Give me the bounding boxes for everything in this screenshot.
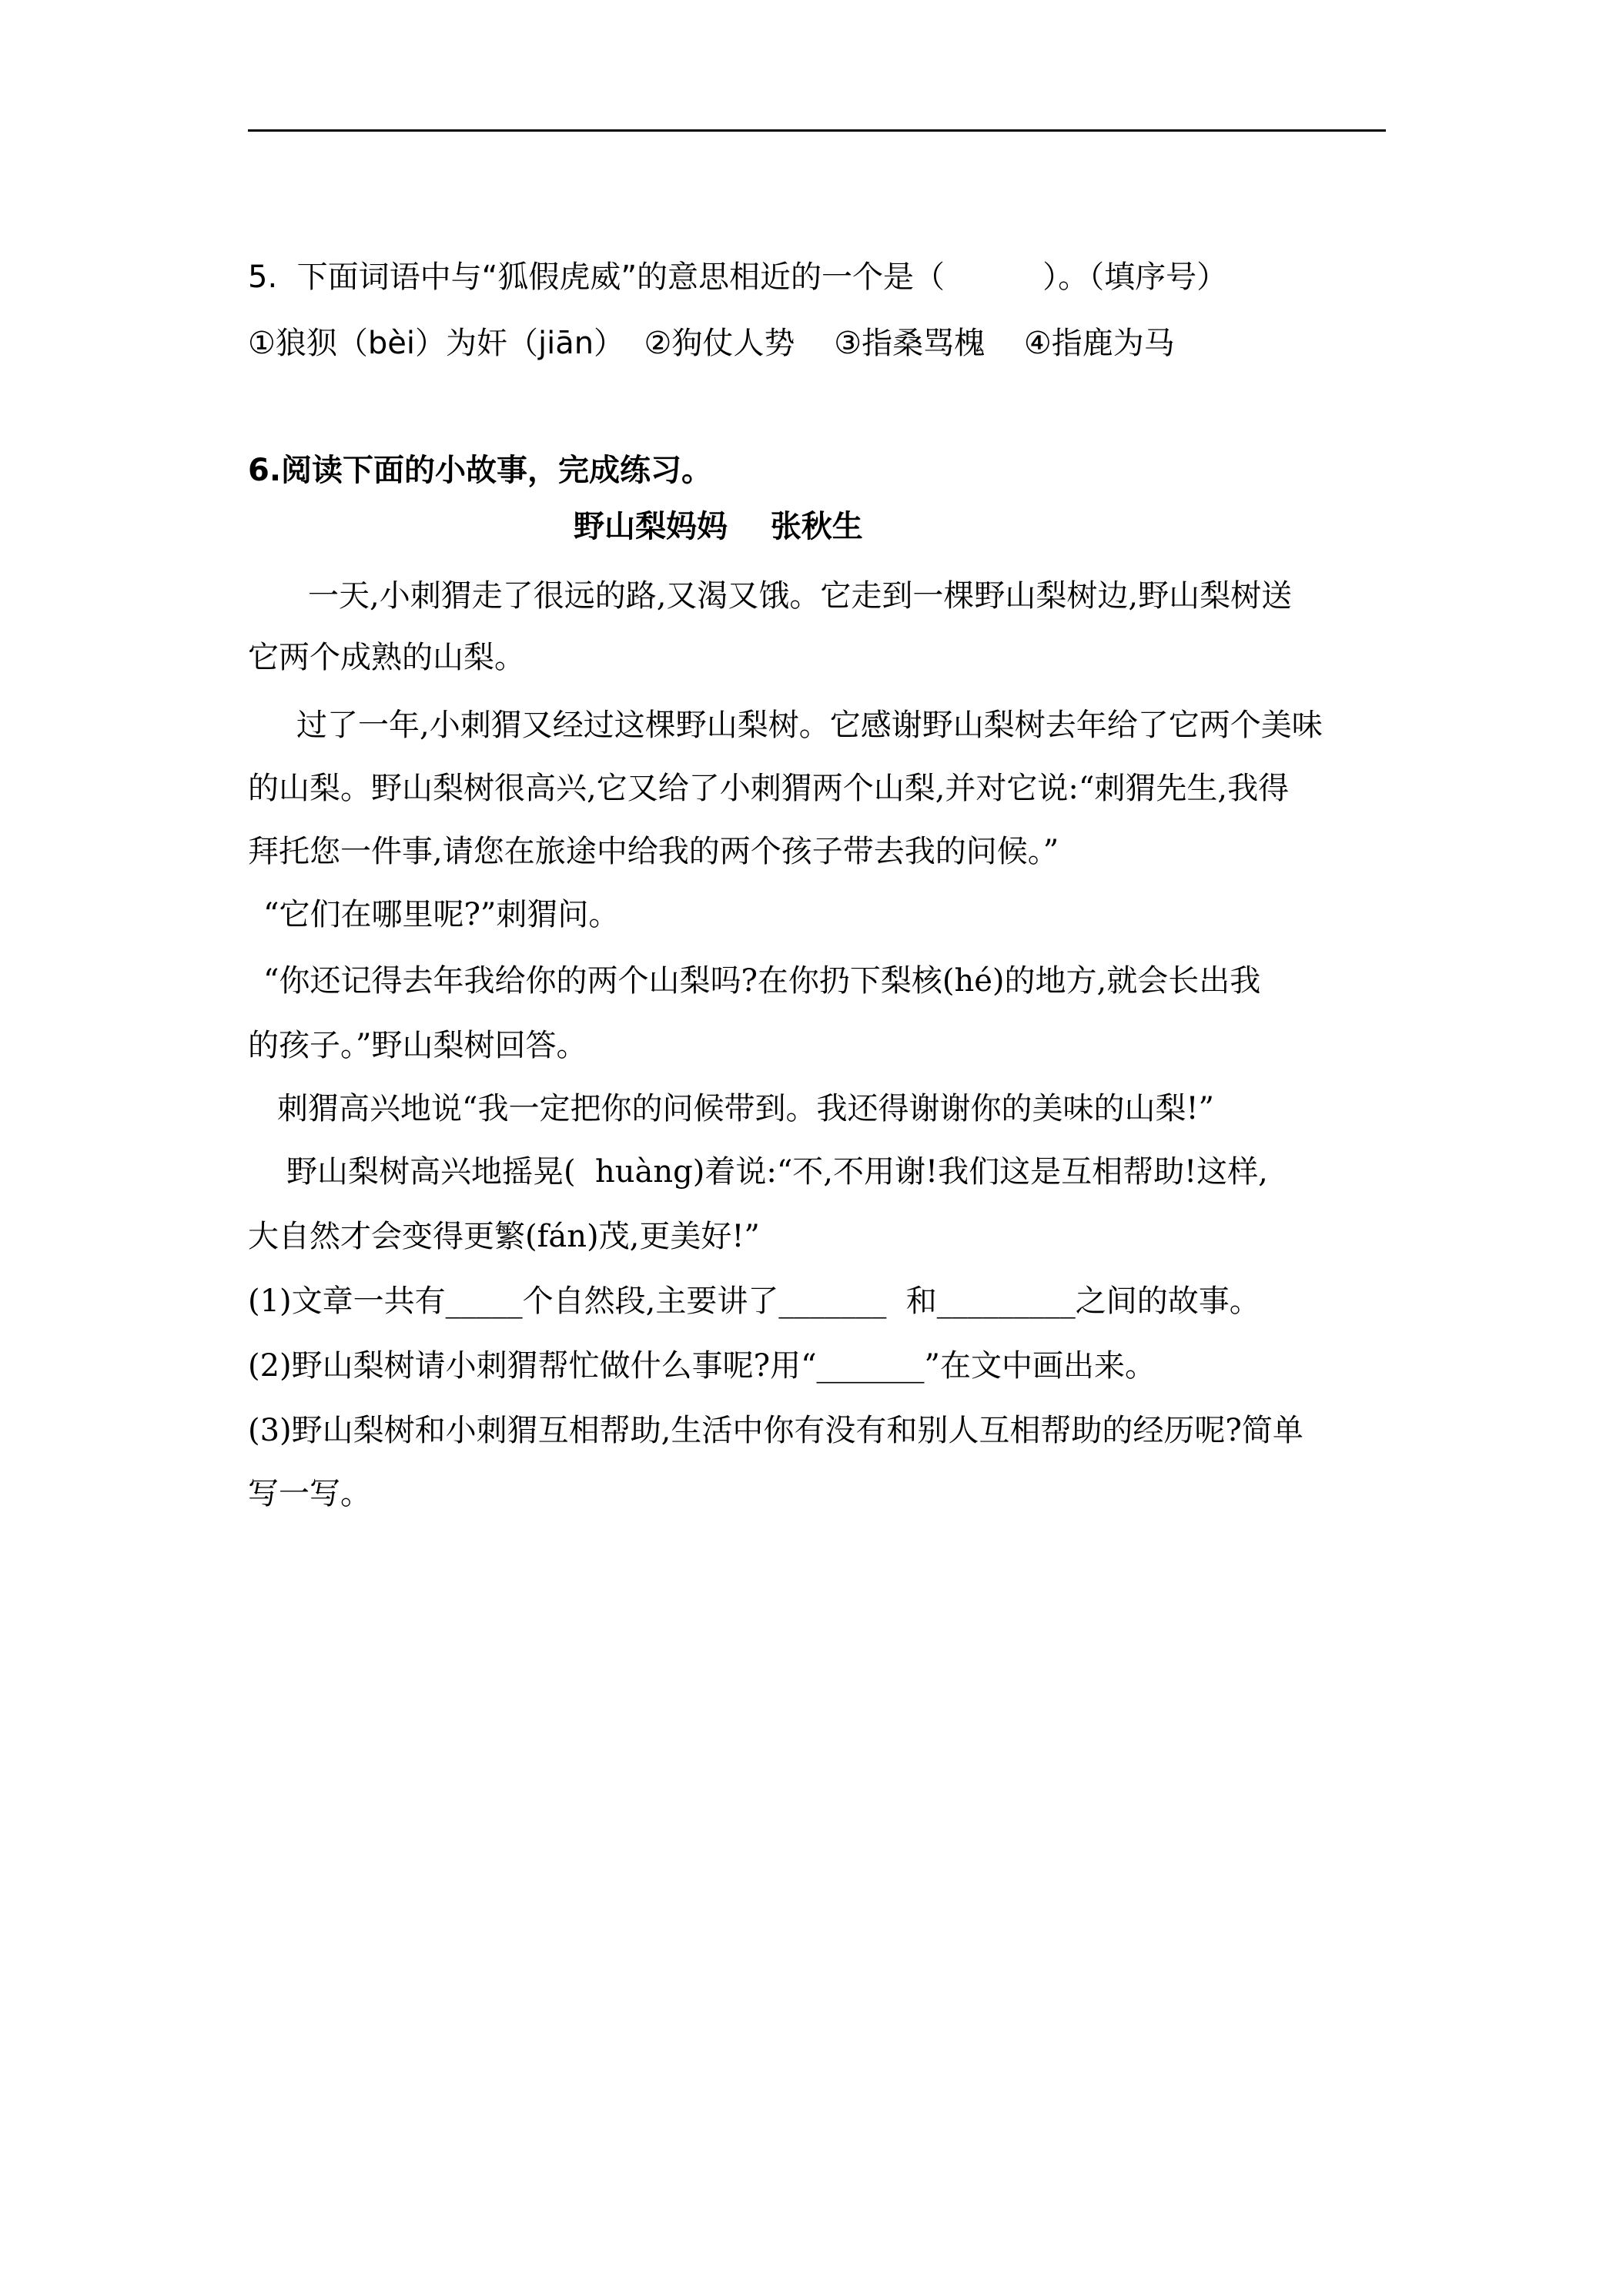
question-6-1: (1)文章一共有_____个自然段,主要讲了_______ 和_________之间的故事。 <box>248 1284 1260 1319</box>
story-paragraph-line: 刺猬高兴地说“我一定把你的问候带到。我还得谢谢你的美味的山梨!” <box>277 1091 1214 1126</box>
story-paragraph-line: 一天,小刺猬走了很远的路,又渴又饿。它走到一棵野山梨树边,野山梨树送 <box>308 578 1293 614</box>
story-paragraph-line: 野山梨树高兴地摇晃( huàng)着说:“不,不用谢!我们这是互相帮助!这样, <box>286 1154 1268 1190</box>
question-6-3: (3)野山梨树和小刺猬互相帮助,生活中你有没有和别人互相帮助的经历呢?简单 <box>248 1413 1303 1448</box>
question-6-heading: 6.阅读下面的小故事，完成练习。 <box>248 453 713 488</box>
question-5-options: ①狼狈（bèi）为奸（jiān） ②狗仗人势 ③指桑骂槐 ④指鹿为马 <box>248 326 1175 361</box>
question-6-3-continued: 写一写。 <box>248 1476 371 1511</box>
story-paragraph-line: 它两个成熟的山梨。 <box>248 640 525 675</box>
header-rule <box>248 129 1386 132</box>
story-paragraph-line: 拜托您一件事,请您在旅途中给我的两个孩子带去我的问候。” <box>248 834 1059 869</box>
story-paragraph-line: “它们在哪里呢?”刺猬问。 <box>263 897 620 932</box>
story-paragraph-line: 过了一年,小刺猬又经过这棵野山梨树。它感谢野山梨树去年给了它两个美味 <box>296 708 1323 743</box>
story-paragraph-line: 大自然才会变得更繁(fán)茂,更美好!” <box>248 1219 760 1254</box>
question-6-2: (2)野山梨树请小刺猬帮忙做什么事呢?用“_______”在文中画出来。 <box>248 1348 1156 1384</box>
story-paragraph-line: 的孩子。”野山梨树回答。 <box>248 1028 587 1063</box>
story-paragraph-line: “你还记得去年我给你的两个山梨吗?在你扔下梨核(hé)的地方,就会长出我 <box>263 963 1261 999</box>
story-paragraph-line: 的山梨。野山梨树很高兴,它又给了小刺猬两个山梨,并对它说:“刺猬先生,我得 <box>248 771 1290 806</box>
question-5-text: 5. 下面词语中与“狐假虎威”的意思相近的一个是（ ）。（填序号） <box>248 259 1228 295</box>
story-title: 野山梨妈妈 张秋生 <box>574 509 863 544</box>
